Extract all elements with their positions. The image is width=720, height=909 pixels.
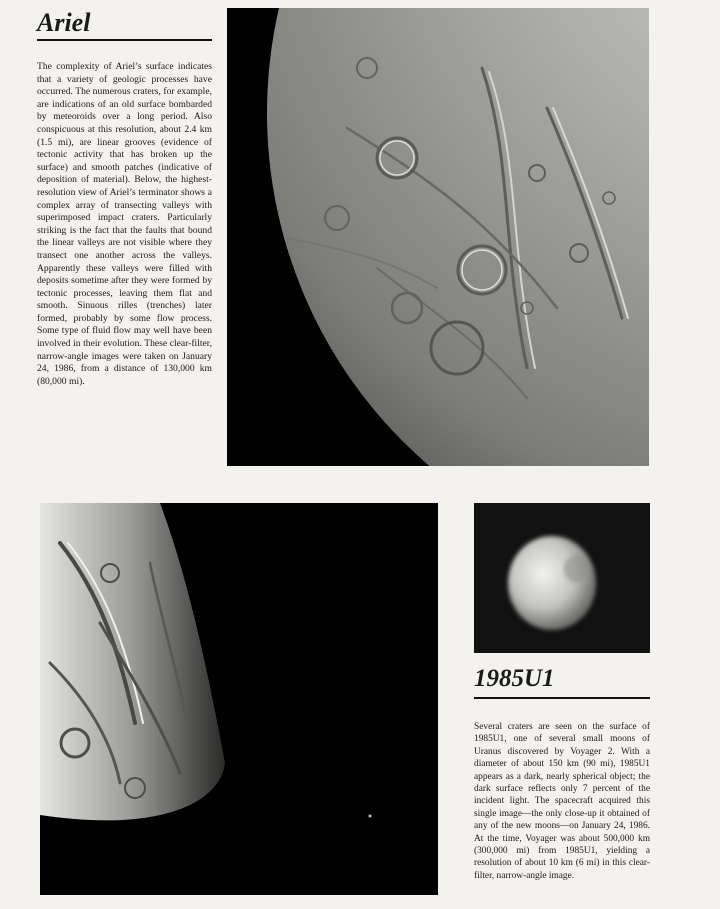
moon-1985u1-title-rule	[474, 697, 650, 699]
ariel-terminator-photo	[40, 503, 438, 895]
moon-1985u1-title: 1985U1	[474, 665, 555, 692]
moon-1985u1-description: Several craters are seen on the surface of 1985U1, one of several small moons of Uranus discovered by Voyager 2. With a diameter of about 150 km (90 mi), 1985U1 appears as a dark, nearly spherical object; the dark surface reflects only 7 percent of the incident light. The spacecraft acquired this single image—the only close-up it obtained of any of the new moons—on January 24, 1986. At the time, Voyager was about 500,000 km (300,000 mi) from 1985U1, yielding a resolution of about 10 km (6 mi) in this clear-filter, narrow-angle image.	[474, 722, 650, 881]
ariel-title-rule	[37, 39, 212, 41]
ariel-full-disk-photo	[227, 8, 649, 466]
ariel-description: The complexity of Ariel’s surface indicates that a variety of geologic processes have occurred. The numerous craters, for example, are indications of an old surface bombarded by meteoroids over a long period. Also conspicuous at this resolution, about 2.4 km (1.5 mi), are linear grooves (evidence of tectonic activity that has broken up the surface) and smooth patches (indicative of deposition of material). Below, the highest-resolution view of Ariel’s terminator shows a complex array of transecting valleys with superimposed impact craters. Particularly striking is the fact that the faults that bound the linear valleys are not visible where they transect one another across the valleys. Apparently these valleys were filled with deposits sometime after they were formed by tectonic processes, leaving them flat and smooth. Sinuous rilles (trenches) later formed, probably by some flow process. Some type of fluid flow may well have been involved in their evolution. These clear-filter, narrow-angle images were taken on January 24, 1986, from a distance of 130,000 km (80,000 mi).	[37, 61, 212, 387]
moon-1985u1-photo	[474, 503, 650, 653]
ariel-title: Ariel	[37, 8, 91, 37]
